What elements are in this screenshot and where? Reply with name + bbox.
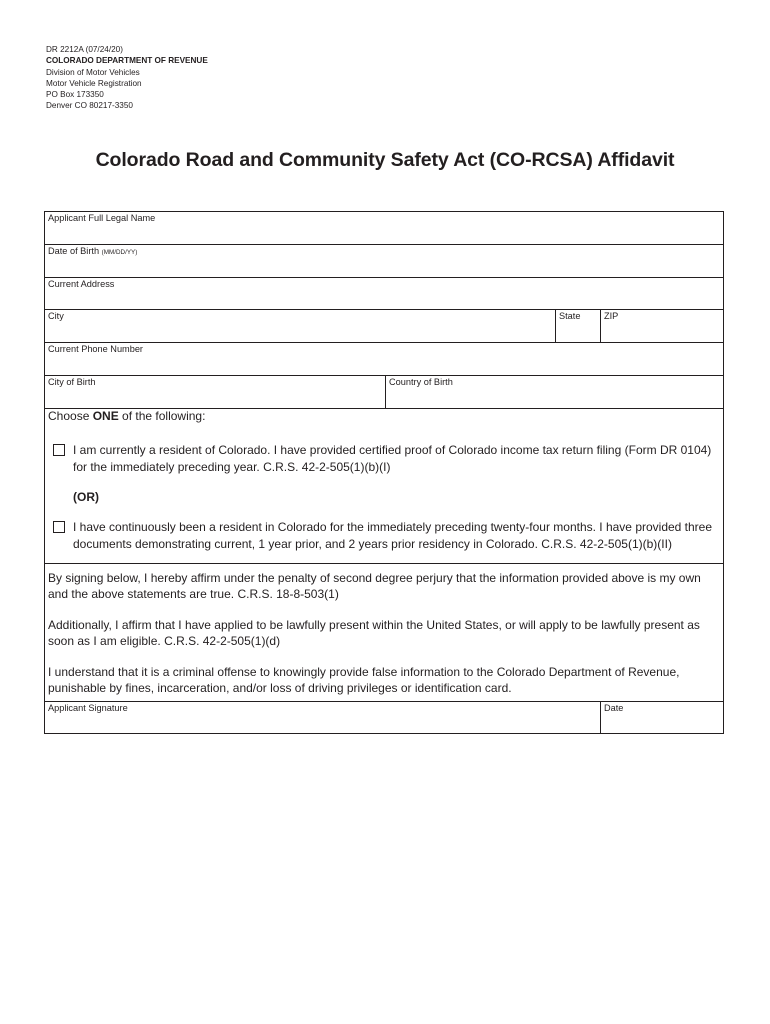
state-field[interactable] (555, 310, 600, 342)
choice-divider (45, 563, 723, 564)
date-field[interactable] (600, 702, 724, 733)
dob-format: (MM/DD/YY) (101, 249, 138, 256)
phone-field[interactable] (45, 343, 723, 375)
city-of-birth-label: City of Birth (48, 377, 96, 387)
option2-checkbox[interactable] (53, 521, 65, 533)
full-name-field[interactable] (45, 212, 723, 244)
option1-checkbox[interactable] (53, 444, 65, 456)
page-title: Colorado Road and Community Safety Act (CO-RCSA) Affidavit (95, 149, 675, 171)
phone-label: Current Phone Number (48, 344, 143, 354)
choose-instruction: Choose ONE of the following: (48, 409, 206, 423)
row-phone (45, 343, 723, 376)
dob-label: Date of Birth (MM/DD/YY) (48, 246, 138, 256)
form-header (46, 44, 208, 112)
dob-field[interactable] (45, 245, 723, 277)
perjury-statement: By signing below, I hereby affirm under the penalty of second degree perjury that the information provided above is my own and the above statements are true. C.R.S. 18-8-503(1) (48, 571, 701, 601)
city-label: City (48, 311, 64, 321)
date-label: Date (604, 703, 624, 713)
signature-field[interactable] (45, 702, 600, 733)
country-of-birth-field[interactable] (385, 376, 724, 408)
lawful-presence-statement: Additionally, I affirm that I have applied to be lawfully present within the United States, or will apply to be lawfully present as soon as I am eligible. C.R.S. 42-2-505(1)(d) (48, 618, 700, 648)
affidavit-form (44, 211, 724, 734)
option2-text: I have continuously been a resident in Colorado for the immediately preceding twenty-four months. I have provided three documents demonstrating current, 1 year prior, and 2 years prior residency in Colorado. C.R.S. 42-2-505(1)(b)(II) (73, 520, 713, 551)
address-label: Current Address (48, 279, 115, 289)
row-city-state-zip (45, 310, 723, 343)
section-name: Motor Vehicle Registration (46, 78, 142, 88)
signature-label: Applicant Signature (48, 703, 128, 713)
country-of-birth-label: Country of Birth (389, 377, 453, 387)
city-field[interactable] (45, 310, 555, 342)
row-address (45, 278, 723, 310)
address-field[interactable] (45, 278, 723, 309)
city-of-birth-field[interactable] (45, 376, 385, 408)
row-dob (45, 245, 723, 278)
division-name: Division of Motor Vehicles (46, 67, 140, 77)
option1-text: I am currently a resident of Colorado. I have provided certified proof of Colorado income tax return filing (Form DR 0104) for the immediately preceding year. C.R.S. 42-2-505(1)(b)(I) (73, 443, 712, 474)
zip-field[interactable] (600, 310, 724, 342)
row-birth-place (45, 376, 723, 409)
full-name-label: Applicant Full Legal Name (48, 213, 156, 223)
row-signature (45, 701, 723, 733)
city-zip: Denver CO 80217-3350 (46, 101, 133, 111)
offense-statement: I understand that it is a criminal offense to knowingly provide false information to the Colorado Department of Revenue, punishable by fines, incarceration, and/or loss of driving privileges or identification card. (48, 665, 680, 695)
or-separator: (OR) (73, 490, 99, 504)
po-box: PO Box 173350 (46, 90, 104, 100)
row-full-name (45, 212, 723, 245)
state-label: State (559, 311, 581, 321)
zip-label: ZIP (604, 311, 619, 321)
department-name: COLORADO DEPARTMENT OF REVENUE (46, 56, 208, 66)
form-code: DR 2212A (07/24/20) (46, 45, 123, 54)
